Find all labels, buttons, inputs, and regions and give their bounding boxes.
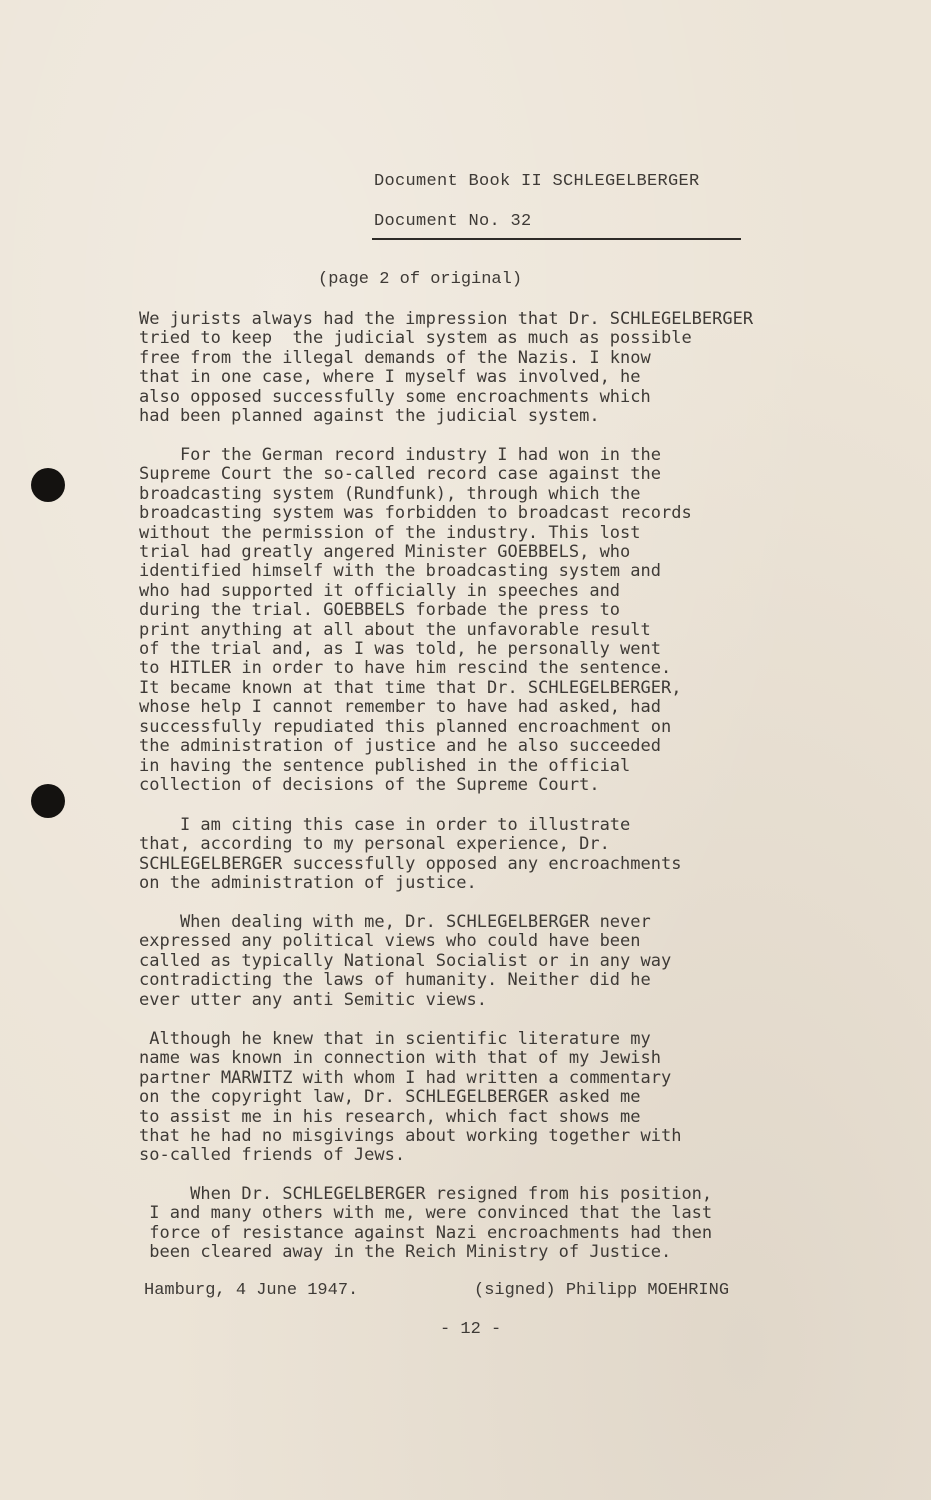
paragraph-5: Although he knew that in scientific literature my name was known in connection with that of my Jewish partner MARWITZ with whom I had written a commentary on the copyright law, Dr. SCHLEGELBERGER asked me to assist me in his research, which fact shows me that he had no misgivings about working together with so-called friends of Jews. [139, 1029, 682, 1166]
page-number: - 12 - [440, 1320, 502, 1339]
paragraph-2: For the German record industry I had won in the Supreme Court the so-called record case against the broadcasting system (Rundfunk), through which the broadcasting system was forbidden to broadcast records without the permission of the industry. This lost trial had greatly angered Minister GOEBBELS, who identified himself with the broadcasting system and who had supported it officially in speeches and during the trial. GOEBBELS forbade the press to print anything at all about the unfavorable result of the trial and, as I was told, he personally went to HITLER in order to have him rescind the sentence. It became known at that time that Dr. SCHLEGELBERGER, whose help I cannot remember to have had asked, had successfully repudiated this planned encroachment on the administration of justice and he also succeeded in having the sentence published in the official collection of decisions of the Supreme Court. [139, 445, 692, 795]
header-rule [372, 238, 741, 240]
paragraph-6: When Dr. SCHLEGELBERGER resigned from his position, I and many others with me, were convinced that the last force of resistance against Nazi encroachments had then been cleared away in the Reich Ministry of Justice. [149, 1184, 713, 1263]
paragraph-4: When dealing with me, Dr. SCHLEGELBERGER never expressed any political views who could have been called as typically National Socialist or in any way contradicting the laws of humanity. Neither did he ever utter any anti Semitic views. [139, 912, 672, 1010]
page-reference: (page 2 of original) [318, 270, 523, 289]
document-number: Document No. 32 [374, 212, 532, 231]
signature: (signed) Philipp MOEHRING [474, 1281, 730, 1300]
punch-hole [31, 468, 65, 502]
place-and-date: Hamburg, 4 June 1947. [144, 1281, 359, 1300]
paragraph-3: I am citing this case in order to illustrate that, according to my personal experience, Dr. SCHLEGELBERGER successfully opposed any encroachments on the administration of justice. [139, 815, 682, 894]
document-book-title: Document Book II SCHLEGELBERGER [374, 172, 700, 191]
paragraph-1: We jurists always had the impression that Dr. SCHLEGELBERGER tried to keep the judicial system as much as possible free from the illegal demands of the Nazis. I know that in one case, where I myself was involved, he also opposed successfully some encroachments which had been planned against the judicial system. [139, 309, 754, 427]
punch-hole [31, 784, 65, 818]
